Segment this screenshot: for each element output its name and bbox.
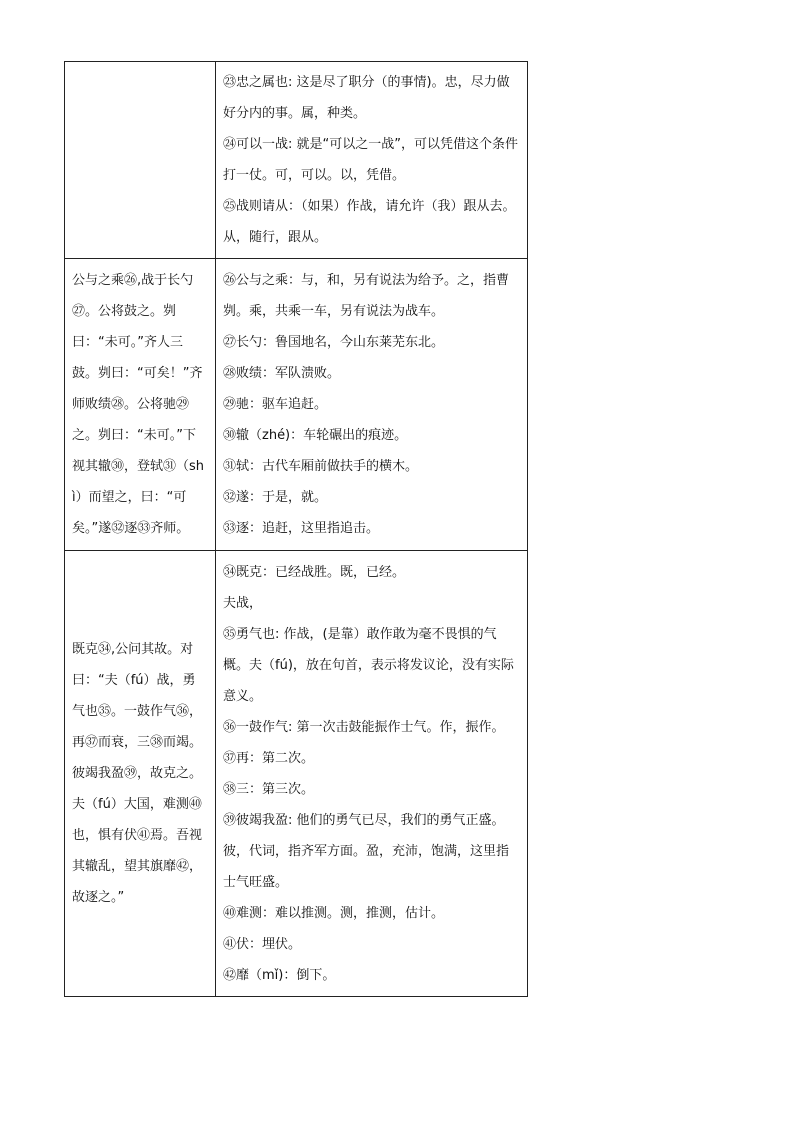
note-line: ㉞既克：已经战胜。既，已经。: [223, 564, 406, 580]
note-line: ㉛轼：古代车厢前做扶手的横木。: [223, 459, 419, 474]
note-line: ㉝逐：追赶，这里指追击。: [223, 521, 380, 536]
note-line: ㉔可以一战: 就是“可以之一战”，可以凭借这个条件打一仗。可，可以。以，凭借。: [223, 137, 518, 183]
table-row: [65, 551, 528, 997]
note-line: ㊷靡（mǐ)：倒下。: [223, 967, 336, 983]
note-line: ㉜遂：于是，就。: [223, 490, 328, 505]
notes-cell: [216, 551, 528, 997]
note-line: ㊲再：第二次。: [223, 750, 315, 766]
notes-cell: [216, 259, 528, 551]
notes-cell: [216, 62, 528, 259]
table-row: [65, 62, 528, 259]
note-line: ㉗长勺：鲁国地名，今山东莱芜东北。: [223, 335, 445, 350]
note-line: ㉚辙（zhé)：车轮碾出的痕迹。: [223, 428, 408, 443]
note-line: ㉖公与之乘：与，和，另有说法为给予。之，指曹刿。乘，共乘一车，另有说法为战车。: [223, 273, 510, 319]
note-line: ㊴彼竭我盈: 他们的勇气已尽，我们的勇气正盛。彼，代词，指齐军方面。盈，充沛，饱满，这里指士气旺盛。: [223, 812, 510, 890]
note-line: ㉟勇气也: 作战，(是靠）敢作敢为毫不畏惧的气概。夫（fú)，放在句首，表示将发议论，没有实际意义。: [223, 626, 514, 704]
original-text: 公与之乘㉖,战于长勺㉗。公将鼓之。刿曰：“未可。”齐人三鼓。刿曰：“可矣！”齐师败绩㉘。公将驰㉙之。刿曰：“未可。”下视其辙㉚，登轼㉛（shì）而望之，曰：“可矣。”遂㉜逐㉝齐师。: [72, 273, 205, 536]
table-row: [65, 259, 528, 551]
note-line: ㊶伏：埋伏。: [223, 936, 302, 952]
annotation-table: [64, 61, 528, 997]
note-line: ㊳三：第三次。: [223, 781, 315, 797]
note-line: ㉓忠之属也: 这是尽了职分（的事情)。忠，尽力做好分内的事。属，种类。: [223, 75, 510, 121]
original-text-cell: [65, 551, 216, 997]
original-text-cell: [65, 259, 216, 551]
note-line: ㊵难测：难以推测。测，推测，估计。: [223, 905, 445, 921]
note-line: ㉕战则请从：（如果）作战，请允许（我）跟从去。从，随行，跟从。: [223, 199, 516, 245]
note-line: ㉙驰：驱车追赶。: [223, 397, 328, 412]
original-text: 既克㉞,公问其故。对曰：“夫（fú）战，勇气也㉟。一鼓作气㊱，再㊲而衰，三㊳而竭。彼竭我盈㊴，故克之。夫（fú）大国，难测㊵也，惧有伏㊶焉。吾视其辙乱，望其旗靡㊷，故逐之。”: [72, 642, 203, 905]
original-text-cell: [65, 62, 216, 259]
note-line: ㊱一鼓作气: 第一次击鼓能振作士气。作，振作。: [223, 719, 505, 735]
note-line: ㉘败绩：军队溃败。: [223, 366, 341, 381]
note-line: 夫战，: [223, 595, 263, 611]
